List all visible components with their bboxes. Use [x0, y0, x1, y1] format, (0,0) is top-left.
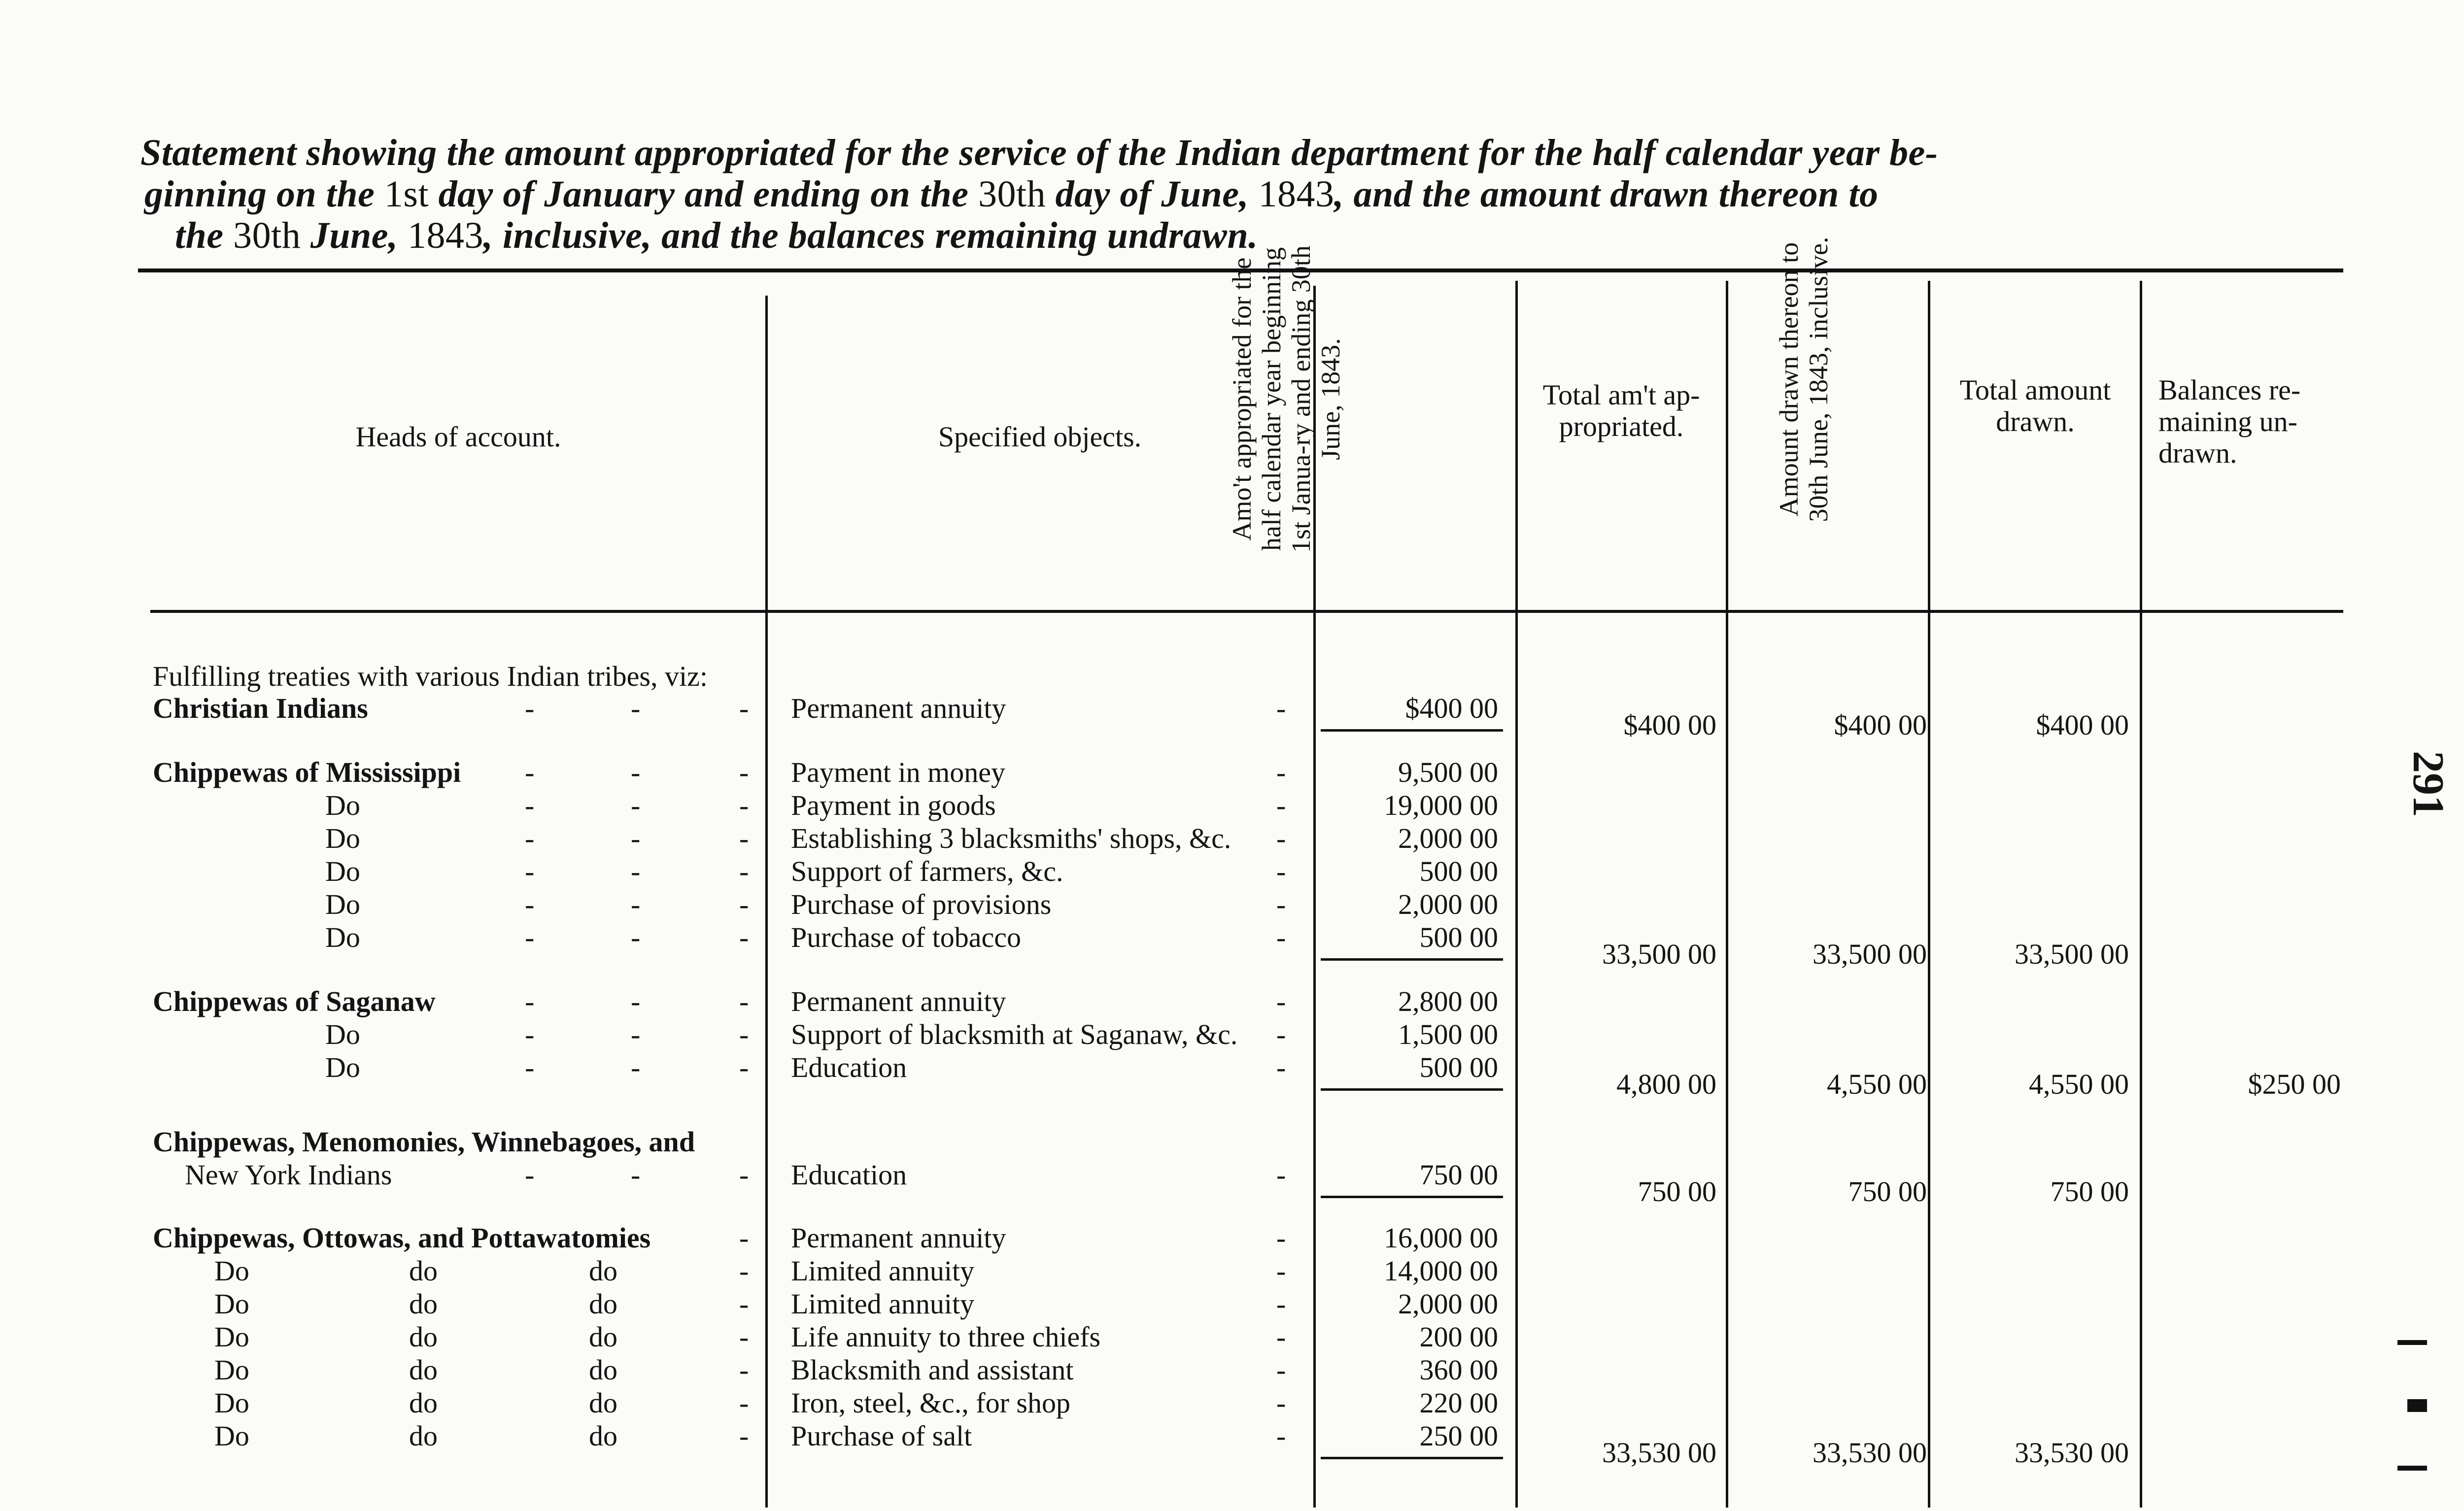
specified-object: Education [791, 1159, 907, 1191]
specified-object: Blacksmith and assistant [791, 1354, 1074, 1386]
leader-dash: - [1276, 756, 1286, 788]
title-line-2: ginning on the 1st day of January and ending on the 30th day of June, 1843, and the amount drawn thereon to [144, 173, 1879, 215]
specified-object: Purchase of tobacco [791, 921, 1022, 953]
margin-bracket-mid [2407, 1399, 2427, 1412]
account-head-ditto: Do [214, 1321, 249, 1353]
leader-dash: - [631, 921, 641, 953]
account-head-ditto: Do [325, 888, 360, 920]
leader-dash: - [739, 888, 749, 920]
leader-dash: - [631, 1159, 641, 1191]
amount-appropriated: 9,500 00 [1398, 756, 1498, 788]
leader-dash: - [739, 921, 749, 953]
account-head-ditto: Do [214, 1387, 249, 1419]
specified-object: Limited annuity [791, 1288, 975, 1320]
leader-dash: - [525, 921, 535, 953]
leader-dash: - [739, 756, 749, 788]
leader-dash: - [739, 692, 749, 724]
amount-appropriated: 2,000 00 [1398, 822, 1498, 854]
leader-dash: - [525, 789, 535, 821]
amount-appropriated: 750 00 [1419, 1159, 1498, 1191]
balance-undrawn-cell: $250 00 [2248, 1068, 2341, 1100]
account-head-ditto: Do [325, 822, 360, 854]
amount-subtotal-rule [1321, 1088, 1503, 1091]
amount-appropriated: 500 00 [1419, 855, 1498, 887]
specified-object: Purchase of salt [791, 1420, 972, 1452]
leader-dash: - [525, 822, 535, 854]
leader-dash: - [631, 1051, 641, 1083]
ditto-mark: do [589, 1420, 617, 1452]
account-head-ditto: Do [214, 1420, 249, 1452]
specified-object: Permanent annuity [791, 692, 1006, 724]
account-head: Chippewas, Menomonies, Winnebagoes, and [153, 1126, 695, 1158]
account-head-ditto: Do [325, 855, 360, 887]
total-appropriated-cell: $400 00 [1623, 709, 1716, 741]
specified-object: Payment in money [791, 756, 1005, 788]
leader-dash: - [1276, 1051, 1286, 1083]
specified-object: Payment in goods [791, 789, 996, 821]
ditto-mark: do [409, 1321, 438, 1353]
leader-dash: - [525, 985, 535, 1017]
total-drawn-cell: 750 00 [2050, 1175, 2129, 1208]
account-head-ditto: Do [214, 1288, 249, 1320]
account-head-ditto: Do [325, 921, 360, 953]
title-line-3: the 30th June, 1843, inclusive, and the balances remaining undrawn. [175, 215, 1258, 256]
ditto-mark: do [409, 1354, 438, 1386]
leader-dash: - [739, 1018, 749, 1050]
leader-dash: - [739, 789, 749, 821]
ditto-mark: do [409, 1255, 438, 1287]
total-drawn-cell: $400 00 [2036, 709, 2129, 741]
title-line-1: Statement showing the amount appropriated for the service of the Indian department for the half calendar year be- [140, 132, 1938, 173]
leader-dash: - [739, 1159, 749, 1191]
header-bottom-rule [150, 610, 2343, 613]
leader-dash: - [1276, 1222, 1286, 1254]
specified-object: Support of blacksmith at Saganaw, &c. [791, 1018, 1238, 1050]
ditto-mark: do [409, 1387, 438, 1419]
leader-dash: - [1276, 1420, 1286, 1452]
ditto-mark: do [589, 1354, 617, 1386]
amount-drawn-cell: 33,500 00 [1813, 938, 1927, 970]
specified-object: Support of farmers, &c. [791, 855, 1063, 887]
total-drawn-cell: 33,530 00 [2015, 1437, 2129, 1469]
total-appropriated-cell: 750 00 [1638, 1175, 1716, 1208]
leader-dash: - [525, 692, 535, 724]
leader-dash: - [1276, 1255, 1286, 1287]
leader-dash: - [525, 888, 535, 920]
col-divider-4 [1726, 281, 1728, 1508]
amount-drawn-cell: 750 00 [1848, 1175, 1927, 1208]
account-head-ditto: Do [325, 1051, 360, 1083]
leader-dash: - [739, 1051, 749, 1083]
leader-dash: - [1276, 789, 1286, 821]
total-appropriated-cell: 33,500 00 [1602, 938, 1716, 970]
specified-object: Limited annuity [791, 1255, 975, 1287]
specified-object: Permanent annuity [791, 1222, 1006, 1254]
leader-dash: - [739, 1255, 749, 1287]
leader-dash: - [739, 1321, 749, 1353]
leader-dash: - [631, 985, 641, 1017]
amount-subtotal-rule [1321, 1196, 1503, 1198]
amount-appropriated: 250 00 [1419, 1420, 1498, 1452]
amount-appropriated: 200 00 [1419, 1321, 1498, 1353]
leader-dash: - [631, 756, 641, 788]
header-balances: Balances re-maining un-drawn. [2158, 374, 2301, 469]
amount-appropriated: 500 00 [1419, 921, 1498, 953]
leader-dash: - [1276, 1159, 1286, 1191]
col-divider-1 [765, 296, 768, 1508]
leader-dash: - [525, 1159, 535, 1191]
leader-dash: - [739, 1222, 749, 1254]
account-head: Christian Indians [153, 692, 368, 724]
leader-dash: - [1276, 1321, 1286, 1353]
ditto-mark: do [589, 1387, 617, 1419]
amount-appropriated: 1,500 00 [1398, 1018, 1498, 1050]
amount-drawn-cell: 4,550 00 [1827, 1068, 1927, 1100]
leader-dash: - [631, 1018, 641, 1050]
leader-dash: - [739, 985, 749, 1017]
account-head-ditto: New York Indians [185, 1159, 392, 1191]
specified-object: Education [791, 1051, 907, 1083]
leader-dash: - [631, 692, 641, 724]
header-specified-objects: Specified objects. [938, 421, 1142, 453]
ditto-mark: do [589, 1288, 617, 1320]
amount-appropriated: 500 00 [1419, 1051, 1498, 1083]
total-appropriated-cell: 4,800 00 [1616, 1068, 1716, 1100]
leader-dash: - [1276, 985, 1286, 1017]
amount-drawn-cell: 33,530 00 [1813, 1437, 1927, 1469]
leader-dash: - [739, 1354, 749, 1386]
intro-text: Fulfilling treaties with various Indian tribes, viz: [153, 660, 708, 692]
header-total-appropriated: Total am't ap-propriated. [1542, 379, 1700, 442]
page-number: 291 [2404, 751, 2453, 817]
margin-bracket-top [2397, 1340, 2427, 1345]
leader-dash: - [525, 756, 535, 788]
leader-dash: - [739, 1387, 749, 1419]
leader-dash: - [631, 888, 641, 920]
leader-dash: - [1276, 1387, 1286, 1419]
margin-bracket-bottom [2397, 1466, 2427, 1471]
leader-dash: - [525, 1051, 535, 1083]
leader-dash: - [1276, 921, 1286, 953]
amount-subtotal-rule [1321, 1457, 1503, 1459]
leader-dash: - [525, 1018, 535, 1050]
specified-object: Life annuity to three chiefs [791, 1321, 1101, 1353]
col-divider-3 [1515, 281, 1518, 1508]
total-drawn-cell: 4,550 00 [2029, 1068, 2129, 1100]
amount-appropriated: 2,000 00 [1398, 1288, 1498, 1320]
specified-object: Purchase of provisions [791, 888, 1052, 920]
leader-dash: - [1276, 1288, 1286, 1320]
amount-appropriated: 16,000 00 [1384, 1222, 1498, 1254]
leader-dash: - [739, 855, 749, 887]
leader-dash: - [1276, 888, 1286, 920]
leader-dash: - [1276, 1018, 1286, 1050]
specified-object: Permanent annuity [791, 985, 1006, 1017]
amount-drawn-cell: $400 00 [1834, 709, 1927, 741]
account-head: Chippewas of Saganaw [153, 985, 436, 1017]
amount-appropriated: 19,000 00 [1384, 789, 1498, 821]
account-head: Chippewas of Mississippi [153, 756, 461, 788]
leader-dash: - [1276, 822, 1286, 854]
header-amount-appropriated: Amo't appropriated for the half calendar year beginning 1st Janua-ry and ending 30th June, 1843. [1227, 245, 1345, 553]
leader-dash: - [631, 789, 641, 821]
leader-dash: - [739, 1420, 749, 1452]
leader-dash: - [1276, 1354, 1286, 1386]
ditto-mark: do [589, 1255, 617, 1287]
leader-dash: - [739, 1288, 749, 1320]
account-head-ditto: Do [325, 1018, 360, 1050]
header-amount-drawn: Amount drawn thereon to 30th June, 1843, inclusive. [1774, 236, 1833, 522]
specified-object: Establishing 3 blacksmiths' shops, &c. [791, 822, 1232, 854]
ditto-mark: do [589, 1321, 617, 1353]
total-appropriated-cell: 33,530 00 [1602, 1437, 1716, 1469]
leader-dash: - [1276, 692, 1286, 724]
col-divider-6 [2140, 281, 2142, 1508]
leader-dash: - [631, 822, 641, 854]
leader-dash: - [525, 855, 535, 887]
amount-subtotal-rule [1321, 729, 1503, 732]
leader-dash: - [1276, 855, 1286, 887]
amount-appropriated: 360 00 [1419, 1354, 1498, 1386]
ditto-mark: do [409, 1420, 438, 1452]
leader-dash: - [631, 855, 641, 887]
account-head: Chippewas, Ottowas, and Pottawatomies [153, 1222, 651, 1254]
account-head-ditto: Do [214, 1255, 249, 1287]
amount-appropriated: 220 00 [1419, 1387, 1498, 1419]
leader-dash: - [739, 822, 749, 854]
specified-object: Iron, steel, &c., for shop [791, 1387, 1070, 1419]
total-drawn-cell: 33,500 00 [2015, 938, 2129, 970]
amount-appropriated: $400 00 [1405, 692, 1498, 724]
amount-appropriated: 14,000 00 [1384, 1255, 1498, 1287]
amount-appropriated: 2,800 00 [1398, 985, 1498, 1017]
header-total-drawn: Total amount drawn. [1959, 374, 2111, 437]
account-head-ditto: Do [214, 1354, 249, 1386]
ditto-mark: do [409, 1288, 438, 1320]
amount-subtotal-rule [1321, 958, 1503, 961]
amount-appropriated: 2,000 00 [1398, 888, 1498, 920]
header-heads-of-account: Heads of account. [355, 421, 561, 453]
col-divider-5 [1928, 281, 1930, 1508]
account-head-ditto: Do [325, 789, 360, 821]
document-title [140, 132, 2353, 256]
